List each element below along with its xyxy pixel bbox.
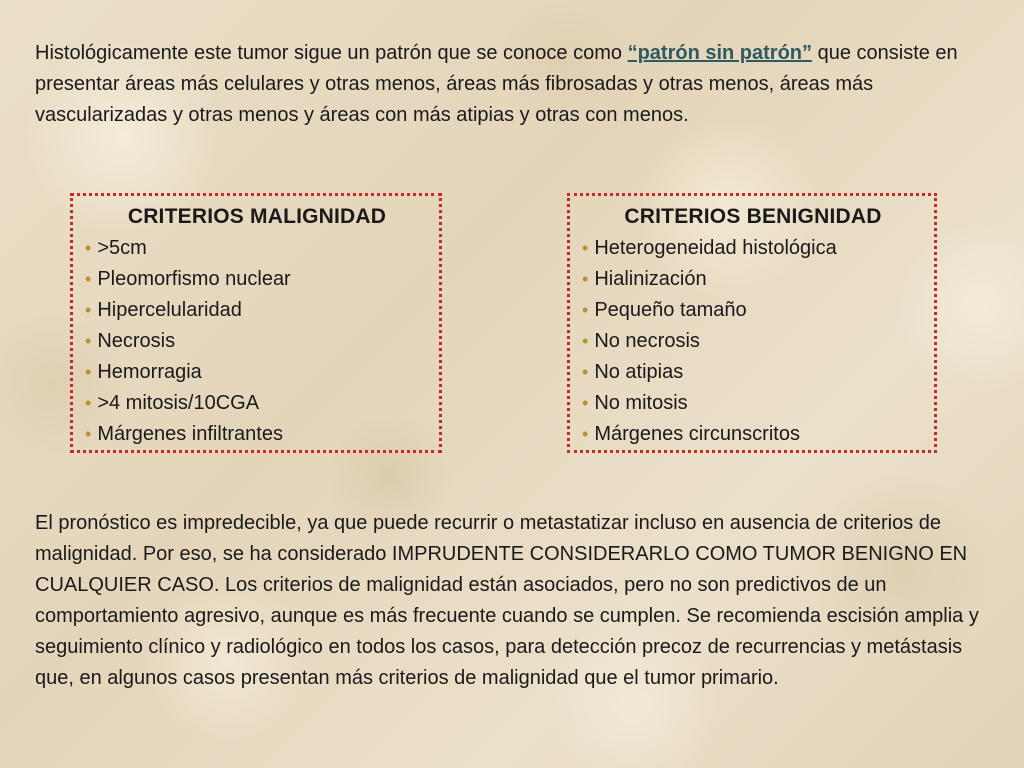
bullet-icon: • <box>582 393 589 413</box>
bullet-icon: • <box>85 362 92 382</box>
list-item <box>582 388 924 419</box>
patron-sin-patron-link[interactable]: “patrón sin patrón” <box>627 42 813 64</box>
list-item <box>582 233 924 264</box>
criterion-text: Pleomorfismo nuclear <box>97 268 291 290</box>
criterion-text: Hialinización <box>594 268 707 290</box>
list-item <box>85 388 429 419</box>
bullet-icon: • <box>582 269 589 289</box>
bullet-icon: • <box>582 238 589 258</box>
benignity-criteria-list <box>582 233 924 450</box>
list-item <box>582 295 924 326</box>
criterion-text: Hemorragia <box>97 361 202 383</box>
bullet-icon: • <box>582 331 589 351</box>
bullet-icon: • <box>85 331 92 351</box>
list-item <box>85 419 429 450</box>
criterion-text: Necrosis <box>97 330 176 352</box>
list-item <box>582 326 924 357</box>
conclusion-paragraph: El pronóstico es impredecible, ya que puede recurrir o metastatizar incluso en ausencia de criterios de malignidad. Por eso, se ha considerado IMPRUDENTE CONSIDERARLO COMO TUMOR BENIGNO EN CUALQUIER CASO. Los criterios de malignidad están asociados, pero no son predictivos de un comportamiento agresivo, aunque es más frecuente cuando se cumplen. Se recomienda escisión amplia y seguimiento clínico y radiológico en todos los casos, para detección precoz de recurrencias y metástasis que, en algunos casos presentan más criterios de malignidad que el tumor primario. <box>35 512 979 689</box>
criterion-text: No necrosis <box>594 330 700 352</box>
list-item <box>582 419 924 450</box>
bullet-icon: • <box>85 269 92 289</box>
criterion-text: No mitosis <box>594 392 688 414</box>
list-item <box>85 357 429 388</box>
malignancy-criteria-title: CRITERIOS MALIGNIDAD <box>127 205 387 228</box>
intro-text-before: Histológicamente este tumor sigue un patrón que se conoce como <box>35 42 628 64</box>
criterion-text: Hipercelularidad <box>97 299 242 321</box>
list-item <box>85 233 429 264</box>
bullet-icon: • <box>582 300 589 320</box>
criterion-text: >4 mitosis/10CGA <box>97 392 260 414</box>
list-item <box>582 357 924 388</box>
benignity-criteria-title: CRITERIOS BENIGNIDAD <box>624 205 882 228</box>
intro-paragraph <box>35 38 995 131</box>
criterion-text: Pequeño tamaño <box>594 299 747 321</box>
criterion-text: Márgenes circunscritos <box>594 423 800 445</box>
criterion-text: Márgenes infiltrantes <box>97 423 283 445</box>
criterion-text: No atipias <box>594 361 684 383</box>
bullet-icon: • <box>85 424 92 444</box>
bullet-icon: • <box>582 424 589 444</box>
criterion-text: Heterogeneidad histológica <box>594 237 837 259</box>
criterion-text: >5cm <box>97 237 147 259</box>
bullet-icon: • <box>85 393 92 413</box>
list-item <box>85 326 429 357</box>
list-item <box>582 264 924 295</box>
list-item <box>85 295 429 326</box>
bullet-icon: • <box>85 300 92 320</box>
bullet-icon: • <box>582 362 589 382</box>
list-item <box>85 264 429 295</box>
malignancy-criteria-box <box>70 193 442 453</box>
malignancy-criteria-list <box>85 233 429 450</box>
intro-text-after: que consiste en presentar áreas más celulares y otras menos, áreas más fibrosadas y otras menos, áreas más vascularizadas y otras menos y áreas con más atipias y otras con menos. <box>35 42 958 126</box>
bullet-icon: • <box>85 238 92 258</box>
benignity-criteria-box <box>567 193 937 453</box>
